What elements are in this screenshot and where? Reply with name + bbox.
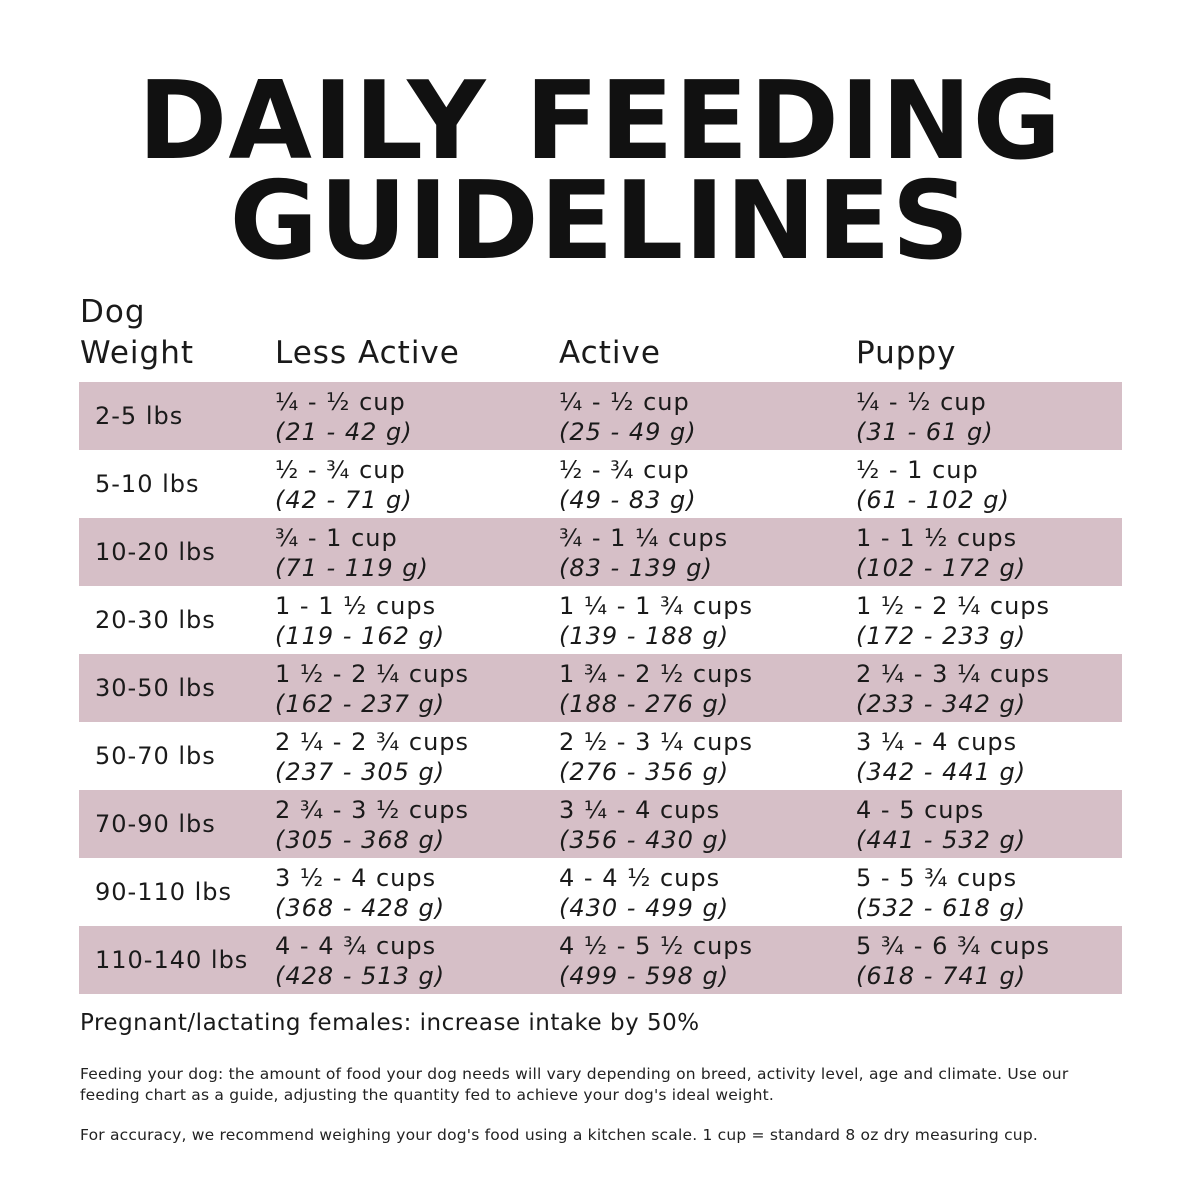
table-row xyxy=(79,450,1122,518)
cups-amount: ½ - 1 cup xyxy=(856,456,979,484)
cups-amount: 3 ½ - 4 cups xyxy=(275,864,437,892)
less-active-cell xyxy=(275,455,413,515)
cups-amount: ¼ - ½ cup xyxy=(559,388,690,416)
cups-amount: 1 ¾ - 2 ½ cups xyxy=(559,660,754,688)
cups-amount: 5 - 5 ¾ cups xyxy=(856,864,1018,892)
grams-amount: (61 - 102 g) xyxy=(856,486,1010,514)
cups-amount: ¼ - ½ cup xyxy=(856,388,987,416)
cups-amount: 2 ½ - 3 ¼ cups xyxy=(559,728,754,756)
cups-amount: ¼ - ½ cup xyxy=(275,388,406,416)
dog-weight-cell: 2-5 lbs xyxy=(95,402,184,430)
puppy-cell xyxy=(856,455,1010,515)
table-row xyxy=(79,790,1122,858)
cups-amount: ½ - ¾ cup xyxy=(275,456,406,484)
grams-amount: (233 - 342 g) xyxy=(856,690,1027,718)
cups-amount: 2 ¼ - 3 ¼ cups xyxy=(856,660,1051,688)
cups-amount: 1 - 1 ½ cups xyxy=(275,592,437,620)
dog-weight-cell: 10-20 lbs xyxy=(95,538,216,566)
active-cell xyxy=(559,863,729,923)
active-cell xyxy=(559,591,753,651)
cups-amount: 5 ¾ - 6 ¾ cups xyxy=(856,932,1051,960)
header-dog-weight-line1: Dog xyxy=(80,294,146,330)
title-line-1: DAILY FEEDING xyxy=(137,59,1063,184)
grams-amount: (305 - 368 g) xyxy=(275,826,446,854)
grams-amount: (499 - 598 g) xyxy=(559,962,730,990)
pregnant-note: Pregnant/lactating females: increase intake by 50% xyxy=(80,1010,700,1036)
dog-weight-cell: 70-90 lbs xyxy=(95,810,216,838)
grams-amount: (49 - 83 g) xyxy=(559,486,697,514)
table-row xyxy=(79,722,1122,790)
less-active-cell xyxy=(275,931,445,991)
grams-amount: (119 - 162 g) xyxy=(275,622,446,650)
grams-amount: (618 - 741 g) xyxy=(856,962,1027,990)
grams-amount: (42 - 71 g) xyxy=(275,486,413,514)
less-active-cell xyxy=(275,659,469,719)
dog-weight-cell: 90-110 lbs xyxy=(95,878,233,906)
less-active-cell xyxy=(275,863,445,923)
grams-amount: (139 - 188 g) xyxy=(559,622,730,650)
less-active-cell xyxy=(275,523,429,583)
grams-amount: (532 - 618 g) xyxy=(856,894,1027,922)
grams-amount: (172 - 233 g) xyxy=(856,622,1027,650)
dog-weight-cell: 50-70 lbs xyxy=(95,742,216,770)
puppy-cell xyxy=(856,591,1050,651)
grams-amount: (237 - 305 g) xyxy=(275,758,446,786)
cups-amount: ½ - ¾ cup xyxy=(559,456,690,484)
active-cell xyxy=(559,727,753,787)
puppy-cell xyxy=(856,387,994,447)
active-cell xyxy=(559,387,697,447)
dog-weight-cell: 110-140 lbs xyxy=(95,946,249,974)
cups-amount: ¾ - 1 ¼ cups xyxy=(559,524,729,552)
header-dog-weight xyxy=(80,292,194,374)
grams-amount: (25 - 49 g) xyxy=(559,418,697,446)
page-title xyxy=(0,59,1200,284)
table-row xyxy=(79,654,1122,722)
header-puppy: Puppy xyxy=(856,335,957,371)
cups-amount: 4 ½ - 5 ½ cups xyxy=(559,932,754,960)
grams-amount: (31 - 61 g) xyxy=(856,418,994,446)
table-row xyxy=(79,858,1122,926)
cups-amount: 4 - 4 ¾ cups xyxy=(275,932,437,960)
cups-amount: 2 ¼ - 2 ¾ cups xyxy=(275,728,470,756)
grams-amount: (368 - 428 g) xyxy=(275,894,446,922)
cups-amount: 1 ¼ - 1 ¾ cups xyxy=(559,592,754,620)
less-active-cell xyxy=(275,795,469,855)
grams-amount: (276 - 356 g) xyxy=(559,758,730,786)
dog-weight-cell: 5-10 lbs xyxy=(95,470,200,498)
cups-amount: 1 ½ - 2 ¼ cups xyxy=(856,592,1051,620)
header-dog-weight-line2: Weight xyxy=(80,335,195,371)
puppy-cell xyxy=(856,727,1026,787)
grams-amount: (430 - 499 g) xyxy=(559,894,730,922)
less-active-cell xyxy=(275,591,445,651)
table-row xyxy=(79,586,1122,654)
grams-amount: (428 - 513 g) xyxy=(275,962,446,990)
active-cell xyxy=(559,659,753,719)
active-cell xyxy=(559,931,753,991)
active-cell xyxy=(559,455,697,515)
table-row xyxy=(79,518,1122,586)
puppy-cell xyxy=(856,659,1050,719)
cups-amount: 4 - 5 cups xyxy=(856,796,985,824)
dog-weight-cell: 20-30 lbs xyxy=(95,606,216,634)
cups-amount: ¾ - 1 cup xyxy=(275,524,398,552)
grams-amount: (162 - 237 g) xyxy=(275,690,446,718)
grams-amount: (102 - 172 g) xyxy=(856,554,1027,582)
table-row xyxy=(79,382,1122,450)
cups-amount: 3 ¼ - 4 cups xyxy=(559,796,721,824)
cups-amount: 4 - 4 ½ cups xyxy=(559,864,721,892)
grams-amount: (21 - 42 g) xyxy=(275,418,413,446)
puppy-cell xyxy=(856,523,1026,583)
grams-amount: (441 - 532 g) xyxy=(856,826,1027,854)
active-cell xyxy=(559,795,729,855)
cups-amount: 1 - 1 ½ cups xyxy=(856,524,1018,552)
puppy-cell xyxy=(856,863,1026,923)
grams-amount: (83 - 139 g) xyxy=(559,554,713,582)
header-less-active: Less Active xyxy=(275,335,460,371)
feeding-note: Feeding your dog: the amount of food your dog needs will vary depending on breed, activity level, age and climate. Use our feeding chart as a guide, adjusting the quantity fed to achieve your dog's ideal weight. xyxy=(80,1065,1069,1104)
active-cell xyxy=(559,523,728,583)
dog-weight-cell: 30-50 lbs xyxy=(95,674,216,702)
table-row xyxy=(79,926,1122,994)
cups-amount: 2 ¾ - 3 ½ cups xyxy=(275,796,470,824)
title-line-2: GUIDELINES xyxy=(229,159,971,284)
grams-amount: (71 - 119 g) xyxy=(275,554,429,582)
less-active-cell xyxy=(275,387,413,447)
feeding-table xyxy=(79,382,1122,994)
puppy-cell xyxy=(856,795,1026,855)
puppy-cell xyxy=(856,931,1050,991)
grams-amount: (342 - 441 g) xyxy=(856,758,1027,786)
cups-amount: 3 ¼ - 4 cups xyxy=(856,728,1018,756)
grams-amount: (356 - 430 g) xyxy=(559,826,730,854)
grams-amount: (188 - 276 g) xyxy=(559,690,730,718)
header-active: Active xyxy=(559,335,661,371)
cups-amount: 1 ½ - 2 ¼ cups xyxy=(275,660,470,688)
accuracy-note: For accuracy, we recommend weighing your dog's food using a kitchen scale. 1 cup = standard 8 oz dry measuring cup. xyxy=(80,1126,1038,1144)
less-active-cell xyxy=(275,727,469,787)
